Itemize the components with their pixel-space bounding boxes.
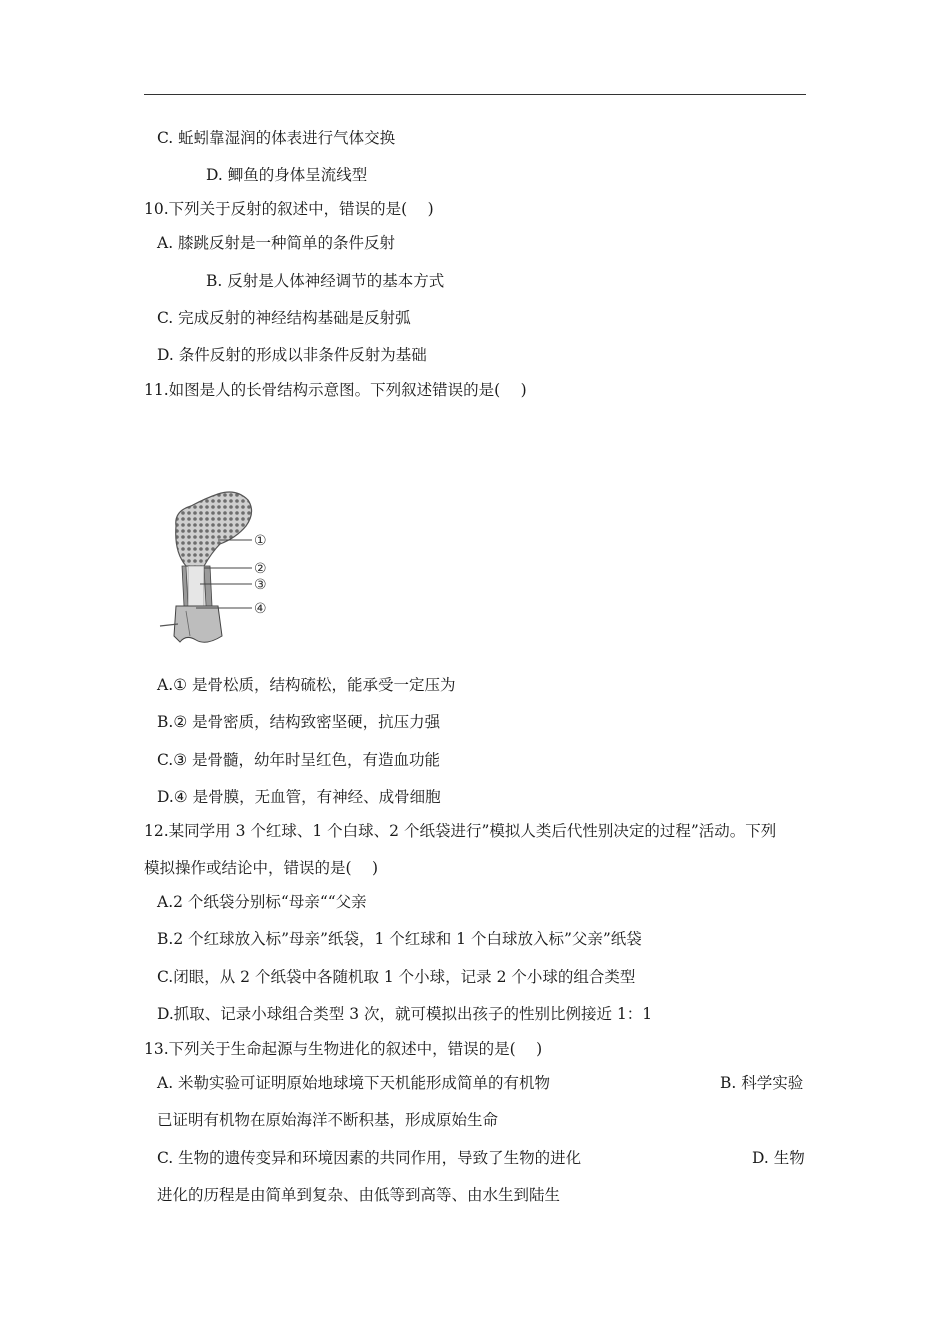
q11-stem: 11.如图是人的长骨结构示意图。下列叙述错误的是( ) bbox=[144, 381, 527, 399]
label-1: ① bbox=[254, 533, 267, 549]
q10-option-c: C. 完成反射的神经结构基础是反射弧 bbox=[157, 309, 411, 327]
long-bone-illustration bbox=[156, 486, 286, 656]
q12-option-b: B.2 个红球放入标”母亲”纸袋，1 个红球和 1 个白球放入标”父亲”纸袋 bbox=[157, 930, 642, 948]
q10-option-d: D. 条件反射的形成以非条件反射为基础 bbox=[157, 346, 427, 364]
label-2: ② bbox=[254, 561, 267, 577]
label-3: ③ bbox=[254, 577, 267, 593]
q13-option-b-cont: 已证明有机物在原始海洋不断积基，形成原始生命 bbox=[157, 1111, 499, 1129]
q12-stem-line2: 模拟操作或结论中，错误的是( ) bbox=[144, 859, 379, 877]
q12-option-d: D.抓取、记录小球组合类型 3 次，就可模拟出孩子的性别比例接近 1：1 bbox=[157, 1005, 653, 1023]
q12-option-a: A.2 个纸袋分别标“母亲““父亲 bbox=[157, 893, 367, 911]
q11-option-a: A.① 是骨松质，结构硫松，能承受一定压为 bbox=[157, 676, 456, 694]
q13-option-a: A. 米勒实验可证明原始地球境下天机能形成简单的有机物 bbox=[157, 1074, 551, 1092]
q13-option-c: C. 生物的遗传变异和环境因素的共同作用，导致了生物的进化 bbox=[157, 1149, 582, 1167]
label-4: ④ bbox=[254, 601, 267, 617]
q12-stem-line1: 12.某同学用 3 个红球、1 个白球、2 个纸袋进行”模拟人类后代性别决定的过程”活动。下列 bbox=[144, 822, 777, 840]
q13-stem: 13.下列关于生命起源与生物进化的叙述中，错误的是( ) bbox=[144, 1040, 543, 1058]
q11-option-c: C.③ 是骨髓，幼年时呈红色，有造血功能 bbox=[157, 751, 441, 769]
q12-option-c: C.闭眼，从 2 个纸袋中各随机取 1 个小球，记录 2 个小球的组合类型 bbox=[157, 968, 636, 986]
q13-option-d-start: D. 生物 bbox=[752, 1149, 805, 1167]
q9-option-d: D. 鲫鱼的身体呈流线型 bbox=[206, 166, 368, 184]
q10-stem: 10.下列关于反射的叙述中，错误的是( ) bbox=[144, 200, 434, 218]
q9-option-c: C. 蚯蚓靠湿润的体表进行气体交换 bbox=[157, 129, 396, 147]
q13-option-b-start: B. 科学实验 bbox=[720, 1074, 804, 1092]
q13-option-d-cont: 进化的历程是由简单到复杂、由低等到高等、由水生到陆生 bbox=[157, 1186, 561, 1204]
long-bone-figure bbox=[156, 486, 286, 656]
header-rule bbox=[144, 94, 806, 95]
q11-option-b: B.② 是骨密质，结构致密坚硬，抗压力强 bbox=[157, 713, 441, 731]
q10-option-a: A. 膝跳反射是一种简单的条件反射 bbox=[157, 234, 396, 252]
q10-option-b: B. 反射是人体神经调节的基本方式 bbox=[206, 272, 445, 290]
q11-option-d: D.④ 是骨膜，无血管，有神经、成骨细胞 bbox=[157, 788, 441, 806]
